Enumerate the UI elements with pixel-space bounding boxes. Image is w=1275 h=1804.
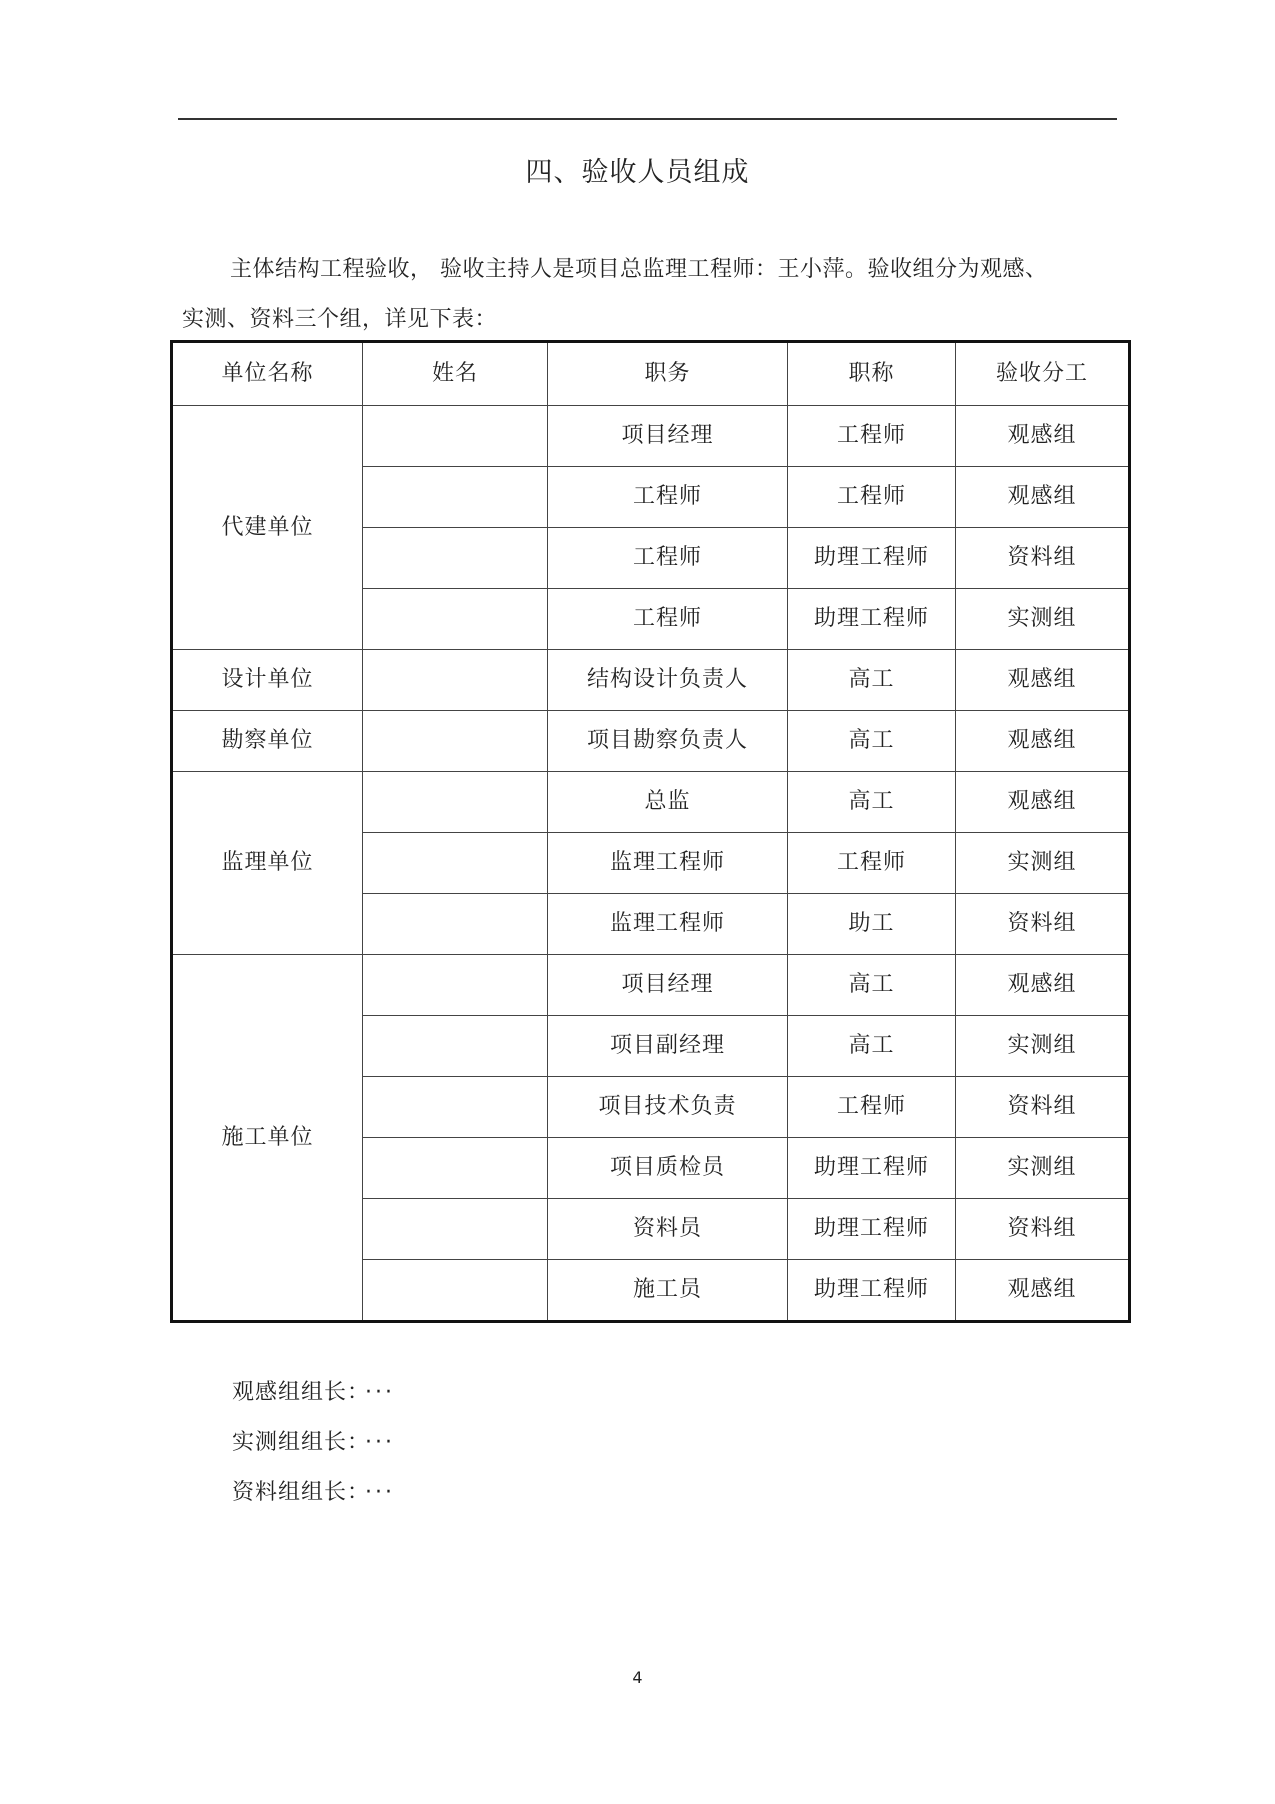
title-cell: 工程师 <box>788 467 956 528</box>
duty-cell: 结构设计负责人 <box>548 650 788 711</box>
duty-cell: 项目经理 <box>548 955 788 1016</box>
name-cell <box>363 406 548 467</box>
group-cell: 资料组 <box>956 894 1130 955</box>
group-cell: 观感组 <box>956 1260 1130 1322</box>
leader-label: 观感组组长： <box>232 1380 360 1405</box>
section-title: 四、验收人员组成 <box>525 157 750 188</box>
leader-label: 资料组组长： <box>232 1480 360 1505</box>
duty-cell: 监理工程师 <box>548 894 788 955</box>
name-cell <box>363 833 548 894</box>
title-cell: 助理工程师 <box>788 1138 956 1199</box>
leader-row-measurement <box>232 1418 395 1468</box>
title-cell: 高工 <box>788 650 956 711</box>
title-cell: 高工 <box>788 955 956 1016</box>
name-cell <box>363 650 548 711</box>
name-cell <box>363 589 548 650</box>
group-cell: 实测组 <box>956 589 1130 650</box>
title-cell: 助理工程师 <box>788 1199 956 1260</box>
group-cell: 资料组 <box>956 528 1130 589</box>
name-cell <box>363 528 548 589</box>
name-cell <box>363 1199 548 1260</box>
group-cell: 观感组 <box>956 406 1130 467</box>
group-cell: 观感组 <box>956 772 1130 833</box>
duty-cell: 工程师 <box>548 528 788 589</box>
name-cell <box>363 955 548 1016</box>
title-cell: 助理工程师 <box>788 589 956 650</box>
group-cell: 观感组 <box>956 955 1130 1016</box>
duty-cell: 资料员 <box>548 1199 788 1260</box>
title-cell: 高工 <box>788 711 956 772</box>
group-cell: 实测组 <box>956 833 1130 894</box>
group-leaders-list <box>232 1368 395 1518</box>
unit-cell: 设计单位 <box>172 650 363 711</box>
name-cell <box>363 1077 548 1138</box>
table-row <box>172 772 1130 833</box>
title-cell: 助理工程师 <box>788 1260 956 1322</box>
leader-value: ··· <box>365 1430 395 1455</box>
group-cell: 资料组 <box>956 1077 1130 1138</box>
leader-row-observation <box>232 1368 395 1418</box>
intro-line-1: 主体结构工程验收， 验收主持人是项目总监理工程师：王小萍。验收组分为观感、 <box>230 257 1048 282</box>
header-title: 职称 <box>788 342 956 406</box>
duty-cell: 施工员 <box>548 1260 788 1322</box>
group-cell: 实测组 <box>956 1016 1130 1077</box>
duty-cell: 项目经理 <box>548 406 788 467</box>
group-cell: 资料组 <box>956 1199 1130 1260</box>
leader-row-documents <box>232 1468 395 1518</box>
table-row <box>172 650 1130 711</box>
duty-cell: 工程师 <box>548 589 788 650</box>
title-cell: 高工 <box>788 772 956 833</box>
unit-cell: 代建单位 <box>172 406 363 650</box>
duty-cell: 项目技术负责 <box>548 1077 788 1138</box>
table-row <box>172 955 1130 1016</box>
duty-cell: 项目质检员 <box>548 1138 788 1199</box>
unit-cell: 施工单位 <box>172 955 363 1322</box>
header-duty: 职务 <box>548 342 788 406</box>
name-cell <box>363 1016 548 1077</box>
name-cell <box>363 772 548 833</box>
title-cell: 高工 <box>788 1016 956 1077</box>
duty-cell: 项目副经理 <box>548 1016 788 1077</box>
header-unit: 单位名称 <box>172 342 363 406</box>
group-cell: 观感组 <box>956 467 1130 528</box>
unit-cell: 勘察单位 <box>172 711 363 772</box>
header-rule <box>178 118 1117 120</box>
duty-cell: 项目勘察负责人 <box>548 711 788 772</box>
page-number: 4 <box>632 1668 643 1687</box>
leader-value: ··· <box>365 1380 395 1405</box>
intro-paragraph <box>182 245 1122 345</box>
intro-line-2: 实测、资料三个组，详见下表： <box>182 307 498 332</box>
duty-cell: 总监 <box>548 772 788 833</box>
table-row <box>172 406 1130 467</box>
title-cell: 工程师 <box>788 833 956 894</box>
duty-cell: 监理工程师 <box>548 833 788 894</box>
duty-cell: 工程师 <box>548 467 788 528</box>
name-cell <box>363 1138 548 1199</box>
name-cell <box>363 711 548 772</box>
table-header-row <box>172 342 1130 406</box>
group-cell: 观感组 <box>956 650 1130 711</box>
table-row <box>172 711 1130 772</box>
acceptance-staff-table <box>170 340 1131 1323</box>
unit-cell: 监理单位 <box>172 772 363 955</box>
leader-label: 实测组组长： <box>232 1430 360 1455</box>
title-cell: 助工 <box>788 894 956 955</box>
group-cell: 实测组 <box>956 1138 1130 1199</box>
title-cell: 助理工程师 <box>788 528 956 589</box>
header-name: 姓名 <box>363 342 548 406</box>
leader-value: ··· <box>365 1480 395 1505</box>
header-group: 验收分工 <box>956 342 1130 406</box>
name-cell <box>363 1260 548 1322</box>
title-cell: 工程师 <box>788 1077 956 1138</box>
name-cell <box>363 894 548 955</box>
group-cell: 观感组 <box>956 711 1130 772</box>
title-cell: 工程师 <box>788 406 956 467</box>
name-cell <box>363 467 548 528</box>
